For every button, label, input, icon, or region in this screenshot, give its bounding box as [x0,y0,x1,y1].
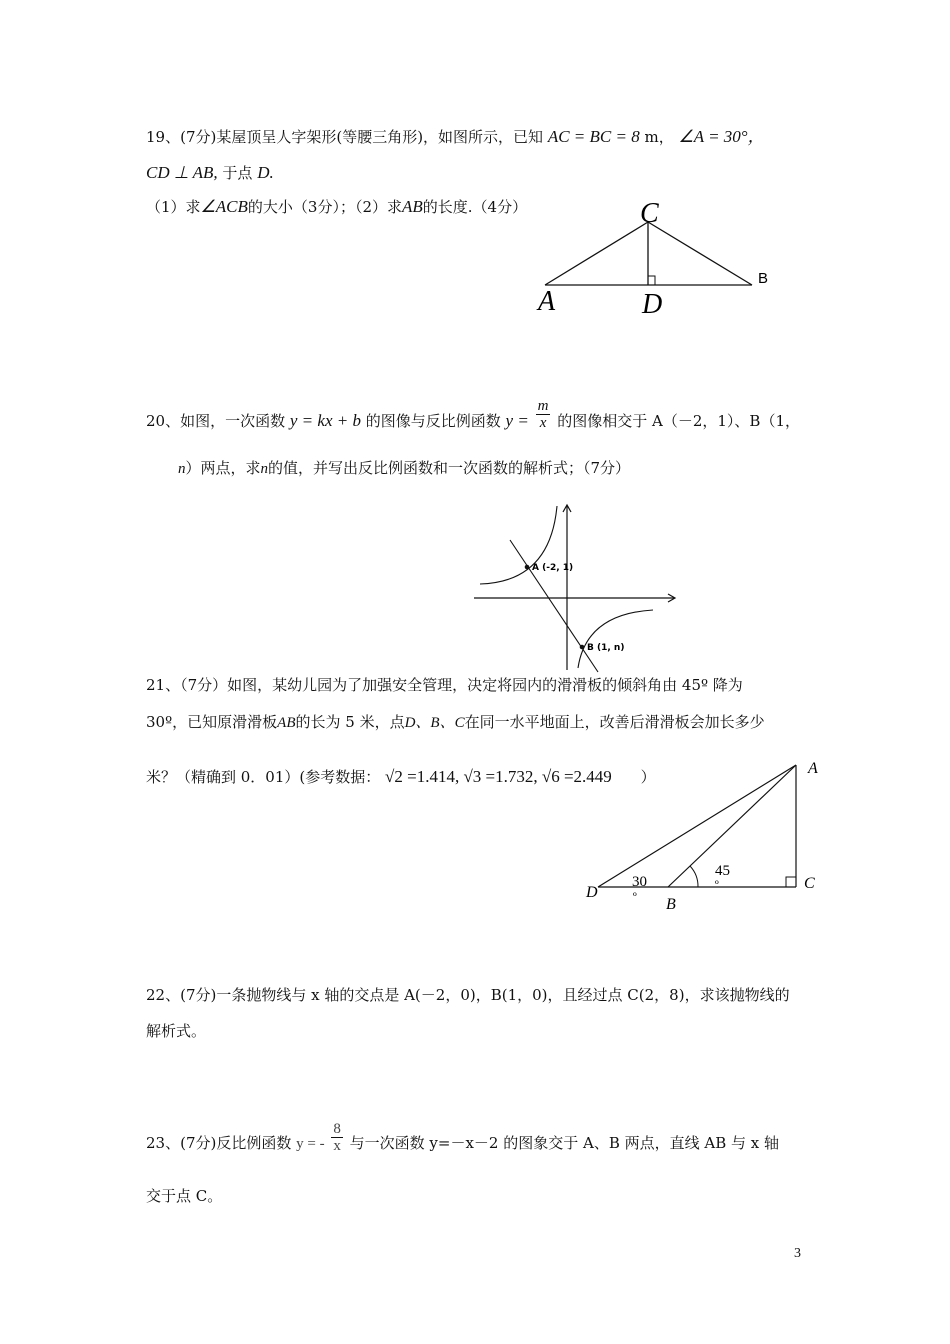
q21-segment-ab: AB [277,715,296,731]
q21-label-b: B [666,896,676,913]
q19-line-2 [146,163,274,183]
q20-mid-text: 的图像与反比例函数 [365,412,501,430]
q20-var-n: n [178,461,186,477]
q21-slide-figure [580,755,830,915]
q21-reference-data: √2 =1.414, √3 =1.732, √6 =2.449 [385,767,612,786]
q21-angle-30-degree: º [633,890,637,904]
q21-label-d: D [586,884,598,901]
q20-point-b [580,645,585,650]
q23-line-2: 交于点 C。 [146,1187,223,1205]
page-number: 3 [794,1246,801,1261]
q23-fraction-denominator: x [333,1137,341,1154]
q21-label-a: A [808,760,818,777]
q23-intro: 23、(7分)反比例函数 [146,1134,292,1152]
q19-given-angle: ∠A = 30°， [678,127,765,146]
q19-segment-ab: AB [402,197,423,216]
q20-var-n-2: n [260,461,269,477]
q21-line3-close: ） [640,768,656,786]
q21-line-da [598,765,796,887]
q19-line-1 [146,127,765,147]
q20-task-b: 的值，并写出反比例函数和一次函数的解析式；（7分） [268,459,631,477]
q21-label-c: C [804,875,815,892]
q20-fraction-denominator: x [539,414,547,431]
q21-angle-30: 30 [632,874,647,890]
q19-label-d: D [642,289,663,320]
q19-side-bc [648,222,752,285]
q21-line2-a: 30º，已知原滑滑板 [146,713,278,731]
q19-part1-label: （1）求 [146,198,201,216]
q19-right-angle-mark [648,276,655,285]
q21-angle-45-degree: º [715,878,719,892]
q21-line-2 [146,712,765,733]
q19-label-a: A [538,286,556,317]
q20-intro: 20、如图，一次函数 [146,412,286,430]
q21-line-ba [668,765,796,887]
q22-line-1: 22、(7分)一条抛物线与 x 轴的交点是 A(－2，0)，B(1，0)，且经过点 C(2，8)，求该抛物线的 [146,986,790,1004]
q20-line-2 [178,458,630,479]
q20-fraction [536,398,551,431]
q20-task-a: ）两点，求 [185,459,261,477]
q20-linear-line [510,540,598,672]
q19-part2-label: 的大小（3分）；（2）求 [247,198,402,216]
q23-fraction [331,1121,343,1154]
q21-line2-b: 的长为 5 米，点 [295,713,405,731]
q19-given-sides: AC = BC = 8 [547,127,640,146]
q20-label-a: A (-2, 1) [532,563,574,573]
q19-foot-point: D. [257,163,274,182]
q19-triangle-figure [530,195,790,325]
q19-part2-tail: 的长度.（4分） [422,198,528,216]
q21-line-1: 21、（7分）如图，某幼儿园为了加强安全管理，决定将园内的滑滑板的倾斜角由 45º 降为 [146,676,743,694]
q20-intersection-text: 的图像相交于 A（－2，1）、B（1， [557,412,800,430]
q22-line-2: 解析式。 [146,1022,207,1040]
q23-y-equals: y = - [296,1136,325,1152]
q19-intro: 19、(7分)某屋顶呈人字架形(等腰三角形)，如图所示，已知 [146,128,544,146]
q21-points: D、B、C [404,715,465,731]
q21-line3-a: 米？（精确到 0．01）(参考数据： [146,768,381,786]
q21-line2-c: 在同一水平地面上，改善后滑滑板会加长多少 [464,713,765,731]
q21-angle-45: 45 [715,863,730,879]
q20-label-b: B (1, n) [587,643,625,653]
q19-perpendicular: CD ⊥ AB, [146,163,218,182]
q21-angle-45-arc [690,866,698,887]
q23-fraction-numerator: 8 [333,1120,341,1137]
q23-rest: 与一次函数 y=－x－2 的图象交于 A、B 两点，直线 AB 与 x 轴 [349,1134,780,1152]
q20-fraction-numerator: m [537,397,549,414]
q20-line-1 [146,397,800,431]
q19-foot-text: 于点 [222,164,253,182]
q21-right-angle-mark [786,877,796,887]
q19-label-b: B [758,270,769,287]
q20-point-a [525,565,530,570]
q19-angle-acb: ∠ACB [200,197,248,216]
q19-line-3 [146,197,527,217]
q20-linear-function: y = kx + b [289,411,361,430]
q23-line-1 [146,1120,780,1154]
q20-y-equals: y = [505,411,529,430]
q19-unit: m， [644,128,674,146]
q20-graph-figure [470,500,680,675]
q19-label-c: C [640,198,659,229]
q19-side-ac [545,222,648,285]
